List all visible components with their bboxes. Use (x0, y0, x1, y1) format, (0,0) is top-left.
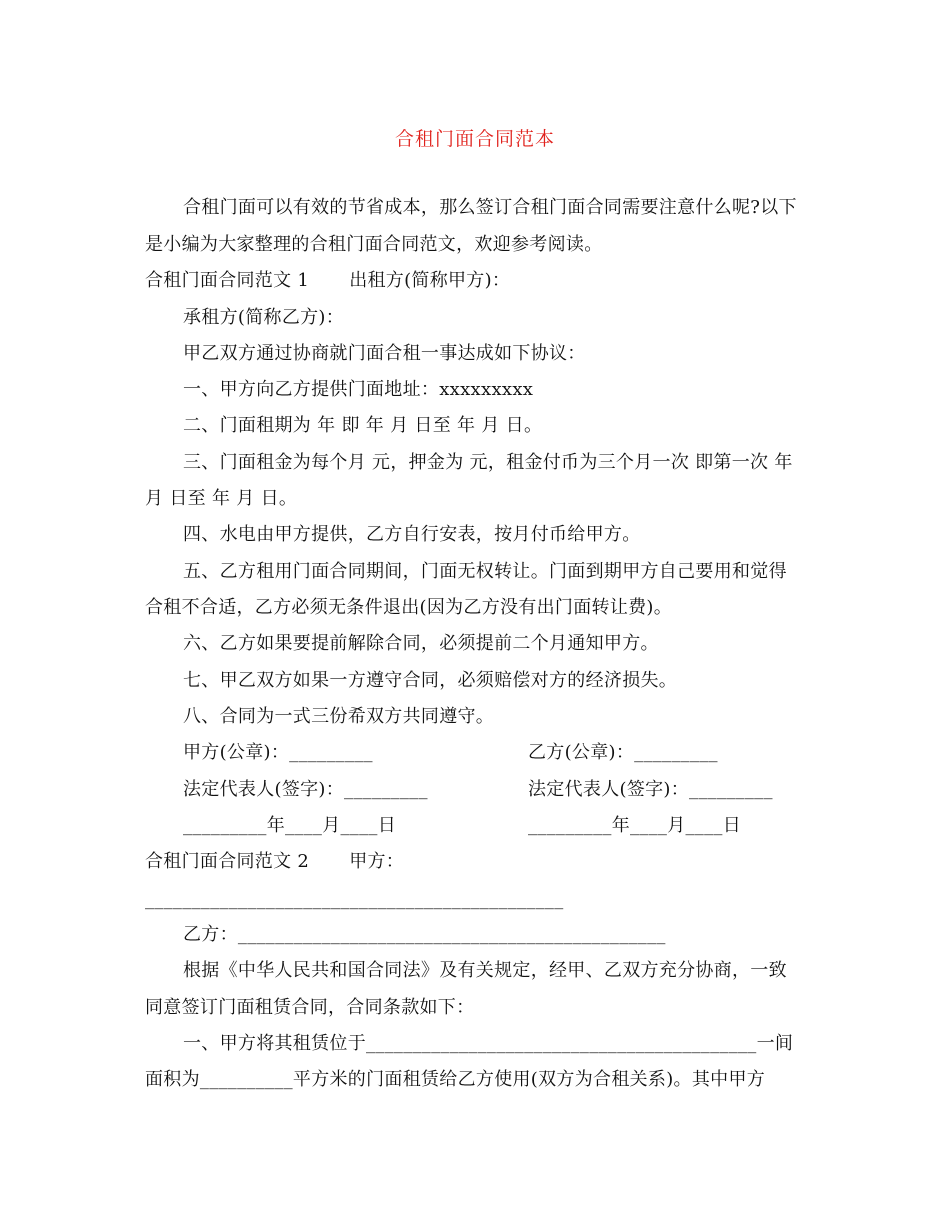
intro-line-2: 是小编为大家整理的合租门面合同范文，欢迎参考阅读。 (145, 234, 603, 255)
clause-5-line-1: 五、乙方租用门面合同期间，门面无权转让。门面到期甲方自己要用和觉得 (183, 561, 787, 582)
section-2-party-a-blank: _____________________________________________ (145, 889, 564, 910)
clause-6: 六、乙方如果要提前解除合同，必须提前二个月通知甲方。 (183, 633, 659, 654)
clause-4: 四、水电由甲方提供，乙方自行安表，按月付币给甲方。 (183, 524, 641, 545)
party-b-date: _________年____月____日 (528, 815, 741, 836)
document-title: 合租门面合同范本 (394, 128, 555, 150)
section-2-heading-row (145, 850, 404, 874)
section-2-party-b: 乙方：______________________________________________ (183, 924, 666, 945)
agreement-line: 甲乙双方通过协商就门面合租一事达成如下协议： (183, 343, 586, 364)
clause-3-line-2: 月 日至 年 月 日。 (145, 488, 298, 509)
party-a-representative: 法定代表人(签字)：_________ (183, 779, 428, 800)
section-1-heading: 合租门面合同范文 1 (145, 270, 310, 291)
clause-2: 二、门面租期为 年 即 年 月 日至 年 月 日。 (183, 415, 543, 436)
clause-3-line-1: 三、门面租金为每个月 元，押金为 元，租金付币为三个月一次 即第一次 年 (183, 452, 793, 473)
section-2-heading: 合租门面合同范文 2 (145, 851, 310, 872)
party-b-seal: 乙方(公章)：_________ (528, 742, 718, 763)
clause-8: 八、合同为一式三份希双方共同遵守。 (183, 706, 495, 727)
clause-5-line-2: 合租不合适，乙方必须无条件退出(因为乙方没有出门面转让费)。 (145, 597, 673, 618)
party-a-seal: 甲方(公章)：_________ (183, 742, 373, 763)
clause-7: 七、甲乙双方如果一方遵守合同，必须赔偿对方的经济损失。 (183, 670, 678, 691)
clause-1: 一、甲方向乙方提供门面地址：xxxxxxxxx (183, 379, 534, 400)
party-a-date: _________年____月____日 (183, 815, 396, 836)
intro-line-1: 合租门面可以有效的节省成本，那么签订合租门面合同需要注意什么呢?以下 (183, 197, 797, 218)
section-2-clause-1-line-2: 面积为__________平方米的门面租赁给乙方使用(双方为合租关系)。其中甲方 (145, 1069, 766, 1090)
section-2-party-a: 甲方： (349, 851, 405, 872)
party-b-representative: 法定代表人(签字)：_________ (528, 779, 773, 800)
section-2-basis-line-2: 同意签订门面租赁合同，合同条款如下： (145, 997, 475, 1018)
section-2-basis-line-1: 根据《中华人民共和国合同法》及有关规定，经甲、乙双方充分协商，一致 (183, 960, 787, 981)
lessee-label: 承租方(简称乙方)： (183, 307, 345, 328)
section-2-clause-1-line-1: 一、甲方将其租赁位于__________________________________________一间 (183, 1033, 794, 1054)
section-1-heading-row (145, 269, 510, 293)
lessor-label: 出租方(简称甲方)： (349, 270, 511, 291)
